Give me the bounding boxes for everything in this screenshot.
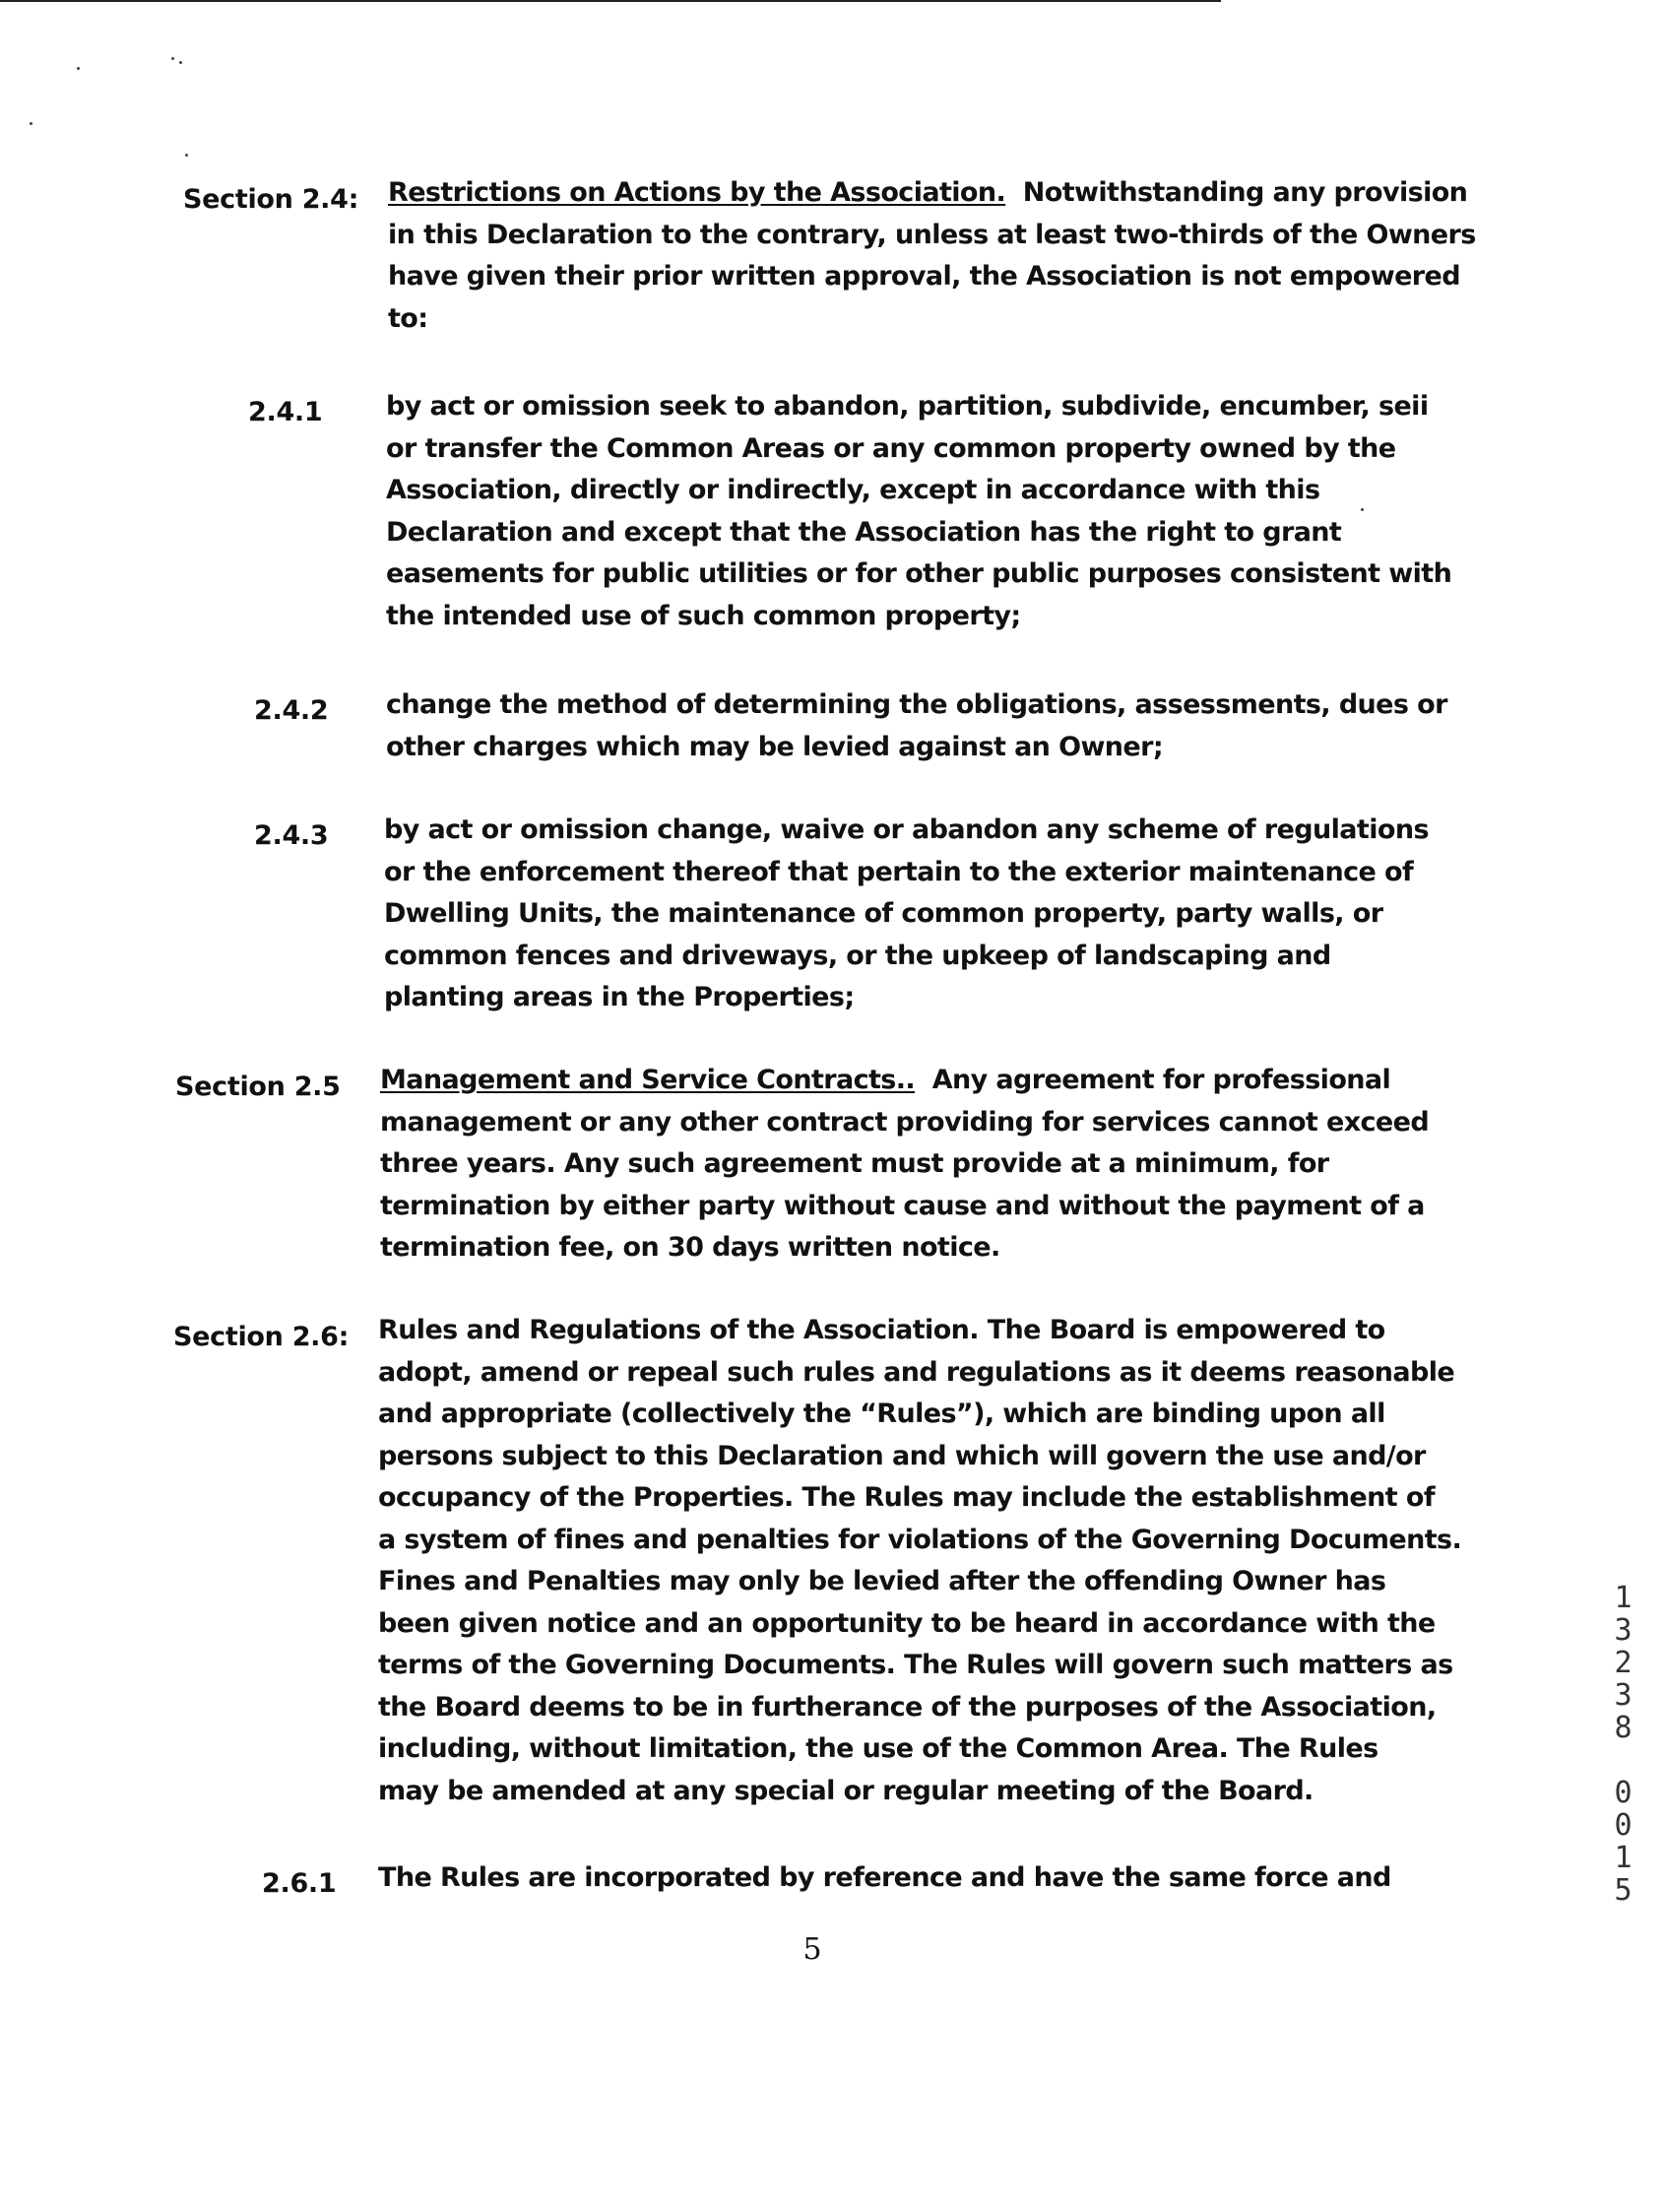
subsection-body xyxy=(386,684,1479,768)
text-line: change the method of determining the obligations, assessments, dues or xyxy=(386,689,1447,720)
section-heading: Restrictions on Actions by the Association. xyxy=(388,177,1006,208)
text-line: common fences and driveways, or the upkeep of landscaping and xyxy=(384,940,1331,971)
subsection-body xyxy=(378,1857,1471,1900)
text-line: other charges which may be levied against an Owner; xyxy=(386,731,1164,762)
text-line: Notwithstanding any provision xyxy=(1022,177,1468,208)
text-line: adopt, amend or repeal such rules and regulations as it deems reasonable xyxy=(378,1356,1455,1388)
text-line: persons subject to this Declaration and which will govern the use and/or xyxy=(378,1440,1426,1471)
section-body xyxy=(388,172,1481,340)
text-line: Fines and Penalties may only be levied after the offending Owner has xyxy=(378,1566,1386,1596)
text-line: the intended use of such common property; xyxy=(386,600,1021,631)
scan-speck xyxy=(77,67,80,70)
scan-speck xyxy=(185,154,188,157)
scan-top-edge xyxy=(0,0,1221,2)
subsection-label: 2.4.3 xyxy=(254,820,329,851)
section-heading: Management and Service Contracts.. xyxy=(380,1065,916,1095)
text-line: the Board deems to be in furtherance of the purposes of the Association, xyxy=(378,1691,1437,1723)
text-line: to: xyxy=(388,302,428,334)
text-line: termination fee, on 30 days written notice. xyxy=(380,1232,1000,1263)
text-line: including, without limitation, the use of the Common Area. The Rules xyxy=(378,1733,1378,1764)
text-line: three years. Any such agreement must provide at a minimum, for xyxy=(380,1148,1329,1179)
text-line: have given their prior written approval, the Association is not empowered xyxy=(388,261,1460,292)
text-line: management or any other contract providing for services cannot exceed xyxy=(380,1106,1430,1138)
text-line: by act or omission change, waive or abandon any scheme of regulations xyxy=(384,814,1429,845)
scan-speck xyxy=(171,57,174,60)
text-line: a system of fines and penalties for violations of the Governing Documents. xyxy=(378,1524,1462,1555)
section-first-line xyxy=(388,172,1481,215)
scan-speck xyxy=(179,61,182,64)
subsection-label: 2.4.2 xyxy=(254,695,329,726)
text-line: termination by either party without cause and without the payment of a xyxy=(380,1190,1425,1221)
section-label: Section 2.5 xyxy=(175,1072,341,1102)
section-label: Section 2.4: xyxy=(183,184,359,215)
text-line: and appropriate (collectively the “Rules”), which are binding upon all xyxy=(378,1399,1385,1429)
section-body xyxy=(380,1060,1473,1269)
text-line: planting areas in the Properties; xyxy=(384,982,855,1012)
text-line: by act or omission seek to abandon, partition, subdivide, encumber, seii xyxy=(386,391,1429,422)
text-line: or the enforcement thereof that pertain to the exterior maintenance of xyxy=(384,856,1414,887)
text-line: Dwelling Units, the maintenance of common property, party walls, or xyxy=(384,898,1383,929)
section-label: Section 2.6: xyxy=(173,1322,350,1352)
subsection-label: 2.4.1 xyxy=(248,397,323,427)
page-number: 5 xyxy=(802,1932,822,1967)
text-line: or transfer the Common Areas or any common property owned by the xyxy=(386,432,1396,464)
subsection-label: 2.6.1 xyxy=(262,1868,337,1899)
text-line: The Rules are incorporated by reference and have the same force and xyxy=(378,1862,1391,1893)
document-stamp: 13238 0015 xyxy=(1606,1581,1640,1906)
subsection-body xyxy=(384,810,1477,1019)
section-first-line xyxy=(380,1060,1473,1102)
scan-speck xyxy=(30,122,32,125)
section-body xyxy=(378,1310,1471,1812)
text-line: in this Declaration to the contrary, unless at least two-thirds of the Owners xyxy=(388,219,1476,250)
text-line: may be amended at any special or regular meeting of the Board. xyxy=(378,1775,1314,1806)
text-line: terms of the Governing Documents. The Rules will govern such matters as xyxy=(378,1650,1453,1680)
text-line: Rules and Regulations of the Association. The Board is empowered to xyxy=(378,1315,1385,1345)
text-line: occupancy of the Properties. The Rules may include the establishment of xyxy=(378,1482,1435,1513)
text-line: been given notice and an opportunity to be heard in accordance with the xyxy=(378,1607,1436,1639)
text-line: easements for public utilities or for other public purposes consistent with xyxy=(386,558,1452,589)
text-line: Declaration and except that the Association has the right to grant xyxy=(386,516,1342,548)
text-line: Association, directly or indirectly, except in accordance with this xyxy=(386,475,1320,505)
text-line: Any agreement for professional xyxy=(931,1065,1391,1095)
subsection-body xyxy=(386,386,1479,637)
